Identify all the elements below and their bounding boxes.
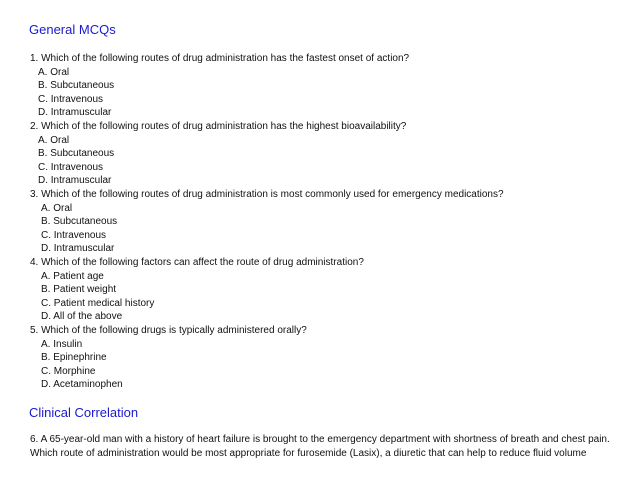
q5-option-c: C. Morphine xyxy=(41,366,96,377)
q3-option-d: D. Intramuscular xyxy=(41,243,115,254)
question-1: 1. Which of the following routes of drug administration has the fastest onset of action? xyxy=(30,53,410,64)
q5-option-b: B. Epinephrine xyxy=(41,352,107,363)
q1-option-b: B. Subcutaneous xyxy=(38,80,115,91)
q4-option-d: D. All of the above xyxy=(41,311,123,322)
clinical-question-line-1: 6. A 65-year-old man with a history of heart failure is brought to the emergency department with shortness of breath and chest pain. xyxy=(30,434,610,445)
clinical-question-line-2: Which route of administration would be most appropriate for furosemide (Lasix), a diuretic that can help to reduce fluid volume xyxy=(30,448,587,459)
q3-option-a: A. Oral xyxy=(41,203,73,214)
question-4: 4. Which of the following factors can affect the route of drug administration? xyxy=(30,257,364,268)
q5-option-d: D. Acetaminophen xyxy=(41,379,123,390)
general-mcqs-heading: General MCQs xyxy=(29,22,116,37)
q2-option-d: D. Intramuscular xyxy=(38,175,112,186)
q2-option-b: B. Subcutaneous xyxy=(38,148,115,159)
question-2: 2. Which of the following routes of drug administration has the highest bioavailability? xyxy=(30,121,407,132)
q2-option-a: A. Oral xyxy=(38,135,70,146)
q2-option-c: C. Intravenous xyxy=(38,162,104,173)
q1-option-c: C. Intravenous xyxy=(38,94,104,105)
q4-option-b: B. Patient weight xyxy=(41,284,117,295)
q4-option-a: A. Patient age xyxy=(41,271,104,282)
q5-option-a: A. Insulin xyxy=(41,339,83,350)
q3-option-c: C. Intravenous xyxy=(41,230,107,241)
q3-option-b: B. Subcutaneous xyxy=(41,216,118,227)
clinical-correlation-heading: Clinical Correlation xyxy=(29,405,139,420)
question-3: 3. Which of the following routes of drug administration is most commonly used for emergency medications? xyxy=(30,189,504,200)
q4-option-c: C. Patient medical history xyxy=(41,298,155,309)
q1-option-d: D. Intramuscular xyxy=(38,107,112,118)
q1-option-a: A. Oral xyxy=(38,67,70,78)
question-5: 5. Which of the following drugs is typically administered orally? xyxy=(30,325,307,336)
